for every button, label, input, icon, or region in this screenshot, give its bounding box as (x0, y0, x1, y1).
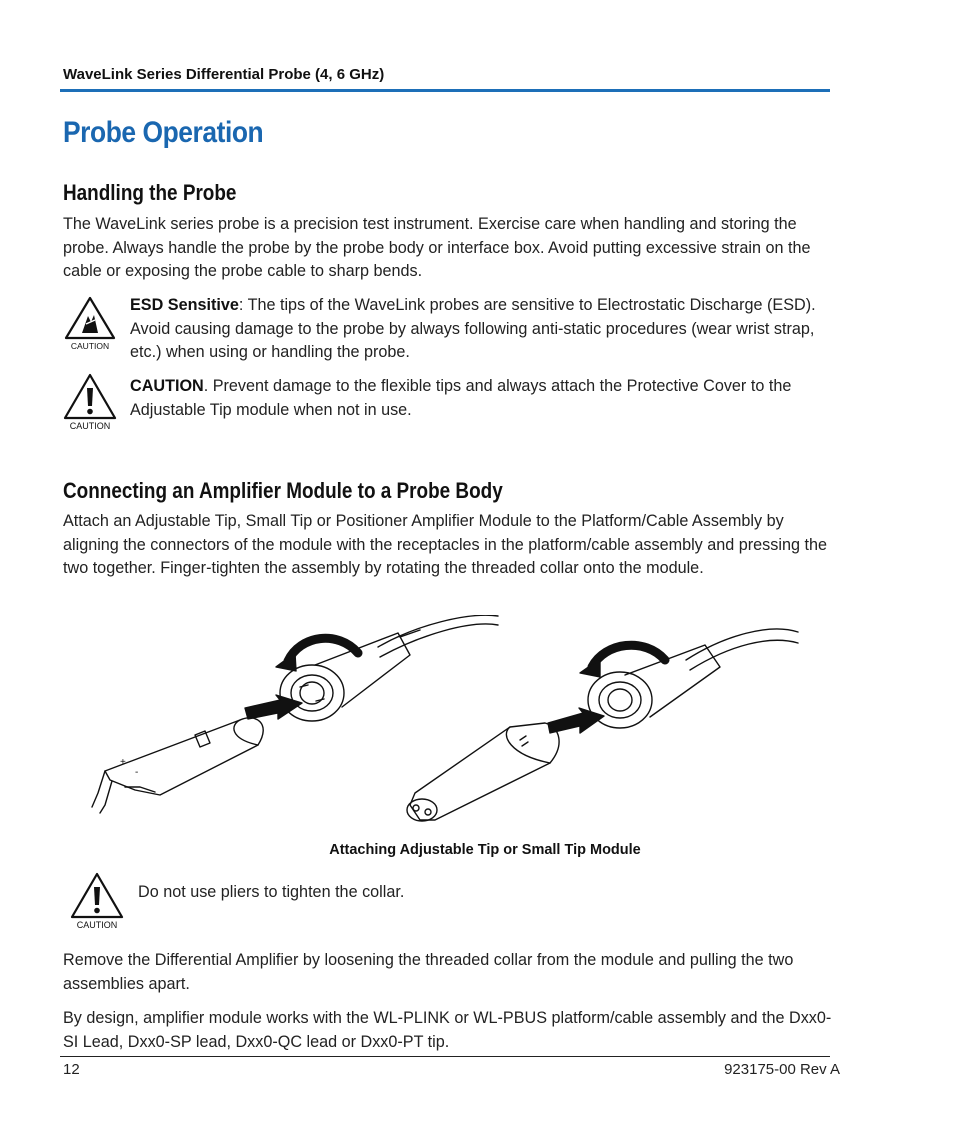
header-title: WaveLink Series Differential Probe (4, 6 GHz) (63, 66, 385, 83)
caution-icon-label: CAUTION (69, 421, 111, 431)
figure-caption: Attaching Adjustable Tip or Small Tip Module (329, 842, 641, 858)
esd-note-text: : The tips of the WaveLink probes are sensitive to Electrostatic Discharge (ESD). Avoid causing damage to the probe by always following anti-static procedures (wear wrist strap, etc.) when using or handling the probe. (130, 296, 816, 361)
svg-text:+: + (120, 757, 126, 768)
section-heading-handling: Handling the Probe (63, 180, 237, 205)
caution-note (130, 375, 830, 422)
footer-rule (60, 1056, 830, 1057)
remove-paragraph: Remove the Differential Amplifier by loosening the threaded collar from the module and pulling the two assemblies apart. (63, 951, 794, 993)
probe-attachment-illustration (80, 615, 810, 840)
footer-doc-id: 923175-00 Rev A (724, 1061, 840, 1078)
pliers-icon-label: CAUTION (76, 920, 118, 930)
caution-warning-icon (62, 372, 118, 432)
caution-note-lead: CAUTION (130, 377, 204, 395)
footer-page-number: 12 (63, 1061, 80, 1078)
pliers-note: Do not use pliers to tighten the collar. (138, 883, 405, 901)
design-paragraph: By design, amplifier module works with the WL-PLINK or WL-PBUS platform/cable assembly and the Dxx0-SI Lead, Dxx0-SP lead, Dxx0-QC lead or Dxx0-PT tip. (63, 1009, 832, 1051)
svg-text:-: - (135, 767, 139, 778)
caution-note-text: . Prevent damage to the flexible tips and always attach the Protective Cover to the Adjustable Tip module when not in use. (130, 377, 792, 419)
esd-icon-label: CAUTION (70, 341, 110, 351)
connecting-paragraph: Attach an Adjustable Tip, Small Tip or Positioner Amplifier Module to the Platform/Cable Assembly by aligning the connectors of the module with the receptacles in the platform/cable assembly and pressing the two together. Finger-tighten the assembly by rotating the threaded collar onto the module. (63, 512, 827, 577)
header-rule (60, 89, 830, 92)
section-heading-connecting: Connecting an Amplifier Module to a Probe Body (63, 478, 503, 503)
page-title: Probe Operation (63, 116, 264, 149)
esd-note (130, 294, 835, 365)
esd-note-lead: ESD Sensitive (130, 296, 239, 314)
caution-warning-icon (69, 871, 125, 931)
esd-warning-icon (64, 296, 116, 352)
handling-paragraph: The WaveLink series probe is a precision test instrument. Exercise care when handling and storing the probe. Always handle the probe by the probe body or interface box. Avoid putting excessive strain on the cable or exposing the probe cable to sharp bends. (63, 215, 811, 280)
